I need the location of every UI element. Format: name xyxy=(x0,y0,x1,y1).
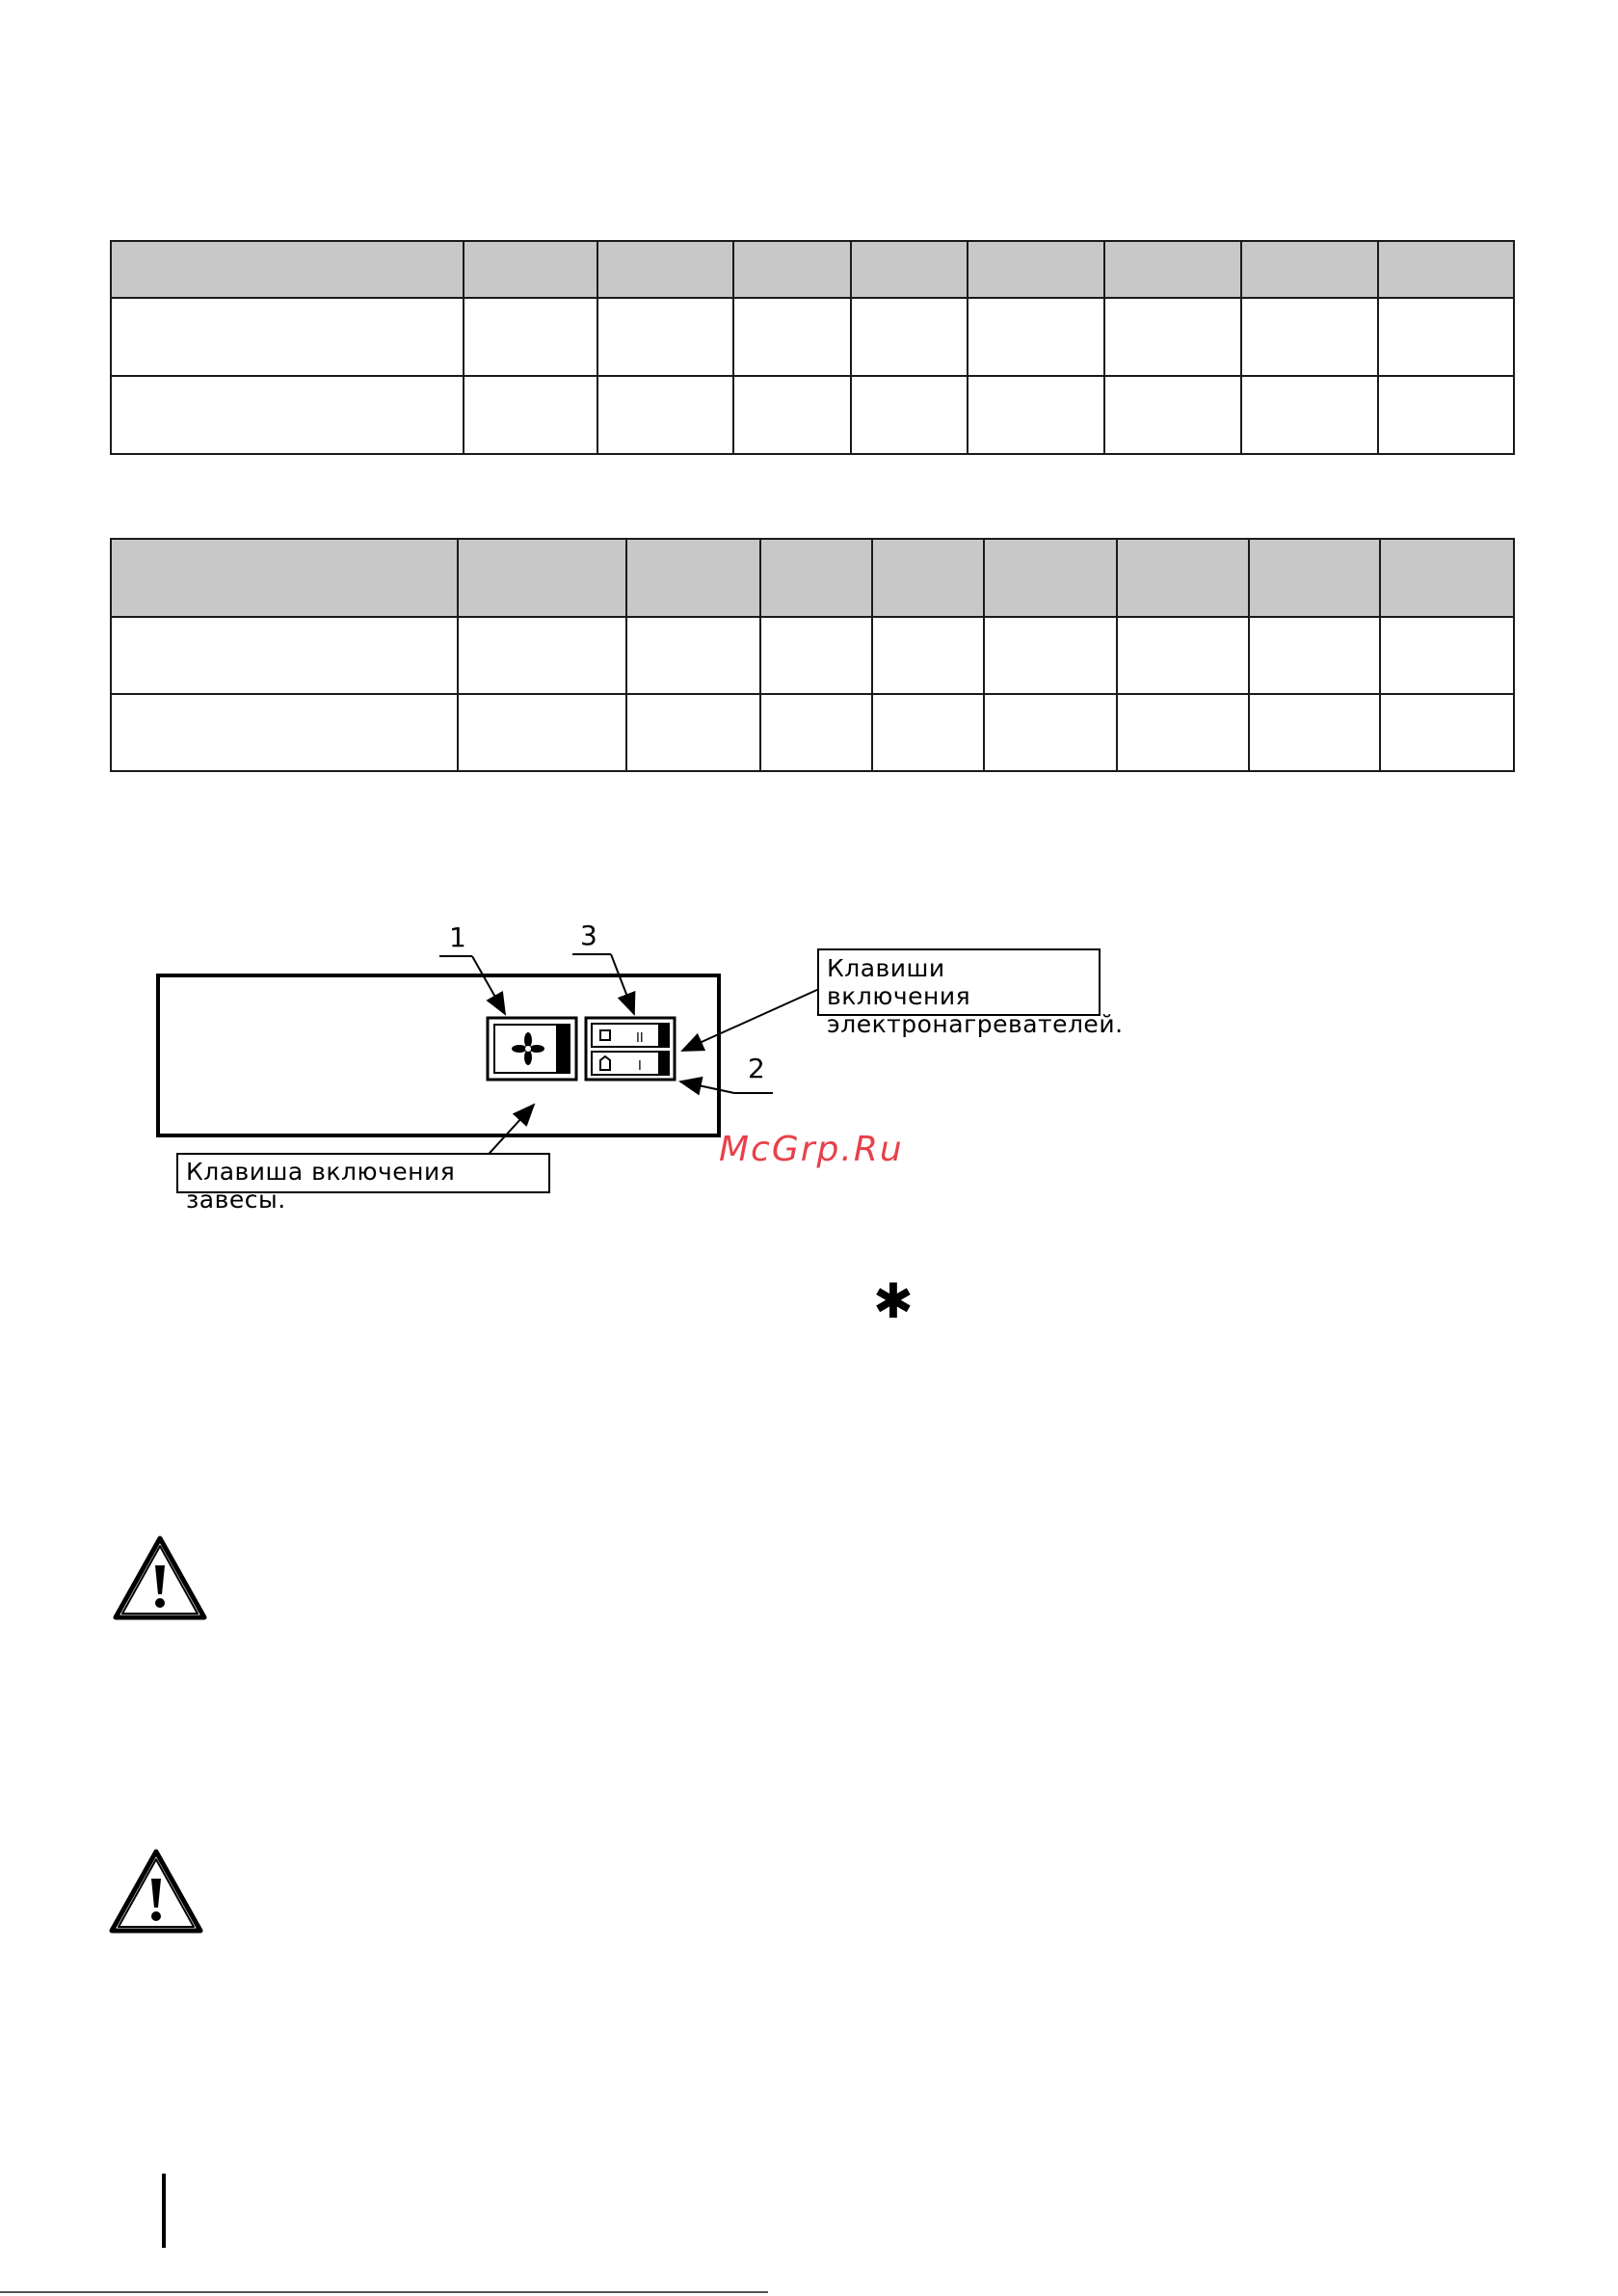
spec-table-2 xyxy=(110,538,1515,772)
table-cell xyxy=(1380,617,1514,694)
lower-key-mark: I xyxy=(638,1059,642,1074)
table-row xyxy=(111,617,1514,694)
table-cell xyxy=(111,376,464,454)
table-cell xyxy=(1249,694,1380,771)
table-header-row xyxy=(111,241,1514,298)
table-cell xyxy=(458,694,626,771)
table-cell xyxy=(626,617,760,694)
table-cell xyxy=(733,298,851,376)
table-cell xyxy=(760,617,872,694)
table-cell xyxy=(984,617,1117,694)
table-cell xyxy=(760,694,872,771)
table-cell xyxy=(1104,298,1241,376)
table-cell xyxy=(851,376,968,454)
table-row xyxy=(111,376,1514,454)
header-cell xyxy=(111,241,464,298)
header-cell xyxy=(760,539,872,617)
callout-number-3: 3 xyxy=(580,920,597,951)
panel-body xyxy=(158,975,719,1135)
header-cell xyxy=(1117,539,1249,617)
warning-triangle-icon xyxy=(106,1846,206,1936)
table-cell xyxy=(872,694,984,771)
header-cell xyxy=(458,539,626,617)
header-cell xyxy=(1249,539,1380,617)
header-cell xyxy=(597,241,733,298)
callout-number-2: 2 xyxy=(748,1053,765,1084)
header-cell xyxy=(968,241,1104,298)
header-cell xyxy=(984,539,1117,617)
watermark-text: McGrp.Ru xyxy=(719,1130,904,1169)
callout-number-1: 1 xyxy=(449,921,466,953)
header-cell xyxy=(626,539,760,617)
table-cell xyxy=(464,376,597,454)
table-cell xyxy=(1241,298,1378,376)
header-cell xyxy=(111,539,458,617)
table-cell xyxy=(464,298,597,376)
page-margin-rule xyxy=(162,2174,166,2248)
fan-icon xyxy=(512,1032,544,1065)
table-cell xyxy=(733,376,851,454)
table-row xyxy=(111,298,1514,376)
header-cell xyxy=(851,241,968,298)
table-cell xyxy=(851,298,968,376)
table-cell xyxy=(1241,376,1378,454)
curtain-key-label-box xyxy=(176,1153,550,1214)
heater-key-lower xyxy=(592,1052,669,1075)
table-cell xyxy=(626,694,760,771)
upper-key-mark: II xyxy=(636,1031,644,1046)
warning-triangle-icon xyxy=(110,1533,210,1623)
curtain-key xyxy=(488,1018,576,1080)
table-cell xyxy=(458,617,626,694)
table-cell xyxy=(1117,617,1249,694)
table-cell xyxy=(1380,694,1514,771)
table-cell xyxy=(872,617,984,694)
table-cell xyxy=(1117,694,1249,771)
header-cell xyxy=(872,539,984,617)
heater-keys-label-box xyxy=(817,948,1124,1038)
asterisk-icon: ✱ xyxy=(873,1273,914,1329)
table-row xyxy=(111,694,1514,771)
table-cell xyxy=(1378,376,1514,454)
header-cell xyxy=(1378,241,1514,298)
header-cell xyxy=(733,241,851,298)
table-cell xyxy=(111,298,464,376)
page-bottom-rule xyxy=(0,2291,768,2293)
curtain-key-label: Клавиша включения завесы. xyxy=(186,1158,456,1214)
table-cell xyxy=(1104,376,1241,454)
table-cell xyxy=(111,617,458,694)
table-cell xyxy=(1249,617,1380,694)
heater-key-upper xyxy=(592,1024,669,1047)
heater-keys-label-line2: электронагревателей. xyxy=(827,1010,1124,1038)
table-cell xyxy=(984,694,1117,771)
header-cell xyxy=(1380,539,1514,617)
table-cell xyxy=(597,376,733,454)
heater-keys xyxy=(586,1018,675,1080)
header-cell xyxy=(1104,241,1241,298)
table-cell xyxy=(111,694,458,771)
header-cell xyxy=(464,241,597,298)
header-cell xyxy=(1241,241,1378,298)
table-cell xyxy=(968,298,1104,376)
spec-table-1 xyxy=(110,240,1515,455)
table-header-row xyxy=(111,539,1514,617)
table-cell xyxy=(597,298,733,376)
table-cell xyxy=(968,376,1104,454)
heater-keys-label-line1: Клавиши включения xyxy=(827,954,971,1010)
table-cell xyxy=(1378,298,1514,376)
